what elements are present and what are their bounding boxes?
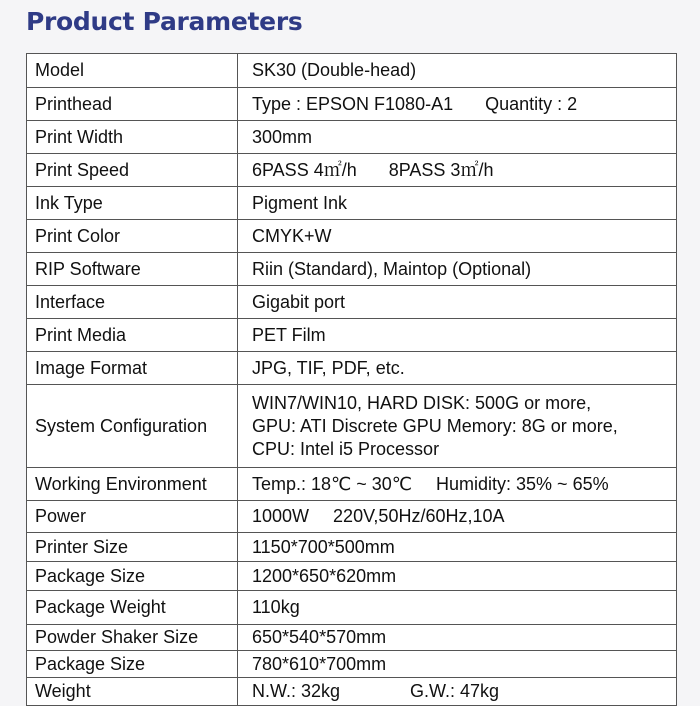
- table-row: [27, 501, 677, 533]
- value-segment: Humidity: 35% ~ 65%: [436, 473, 609, 494]
- table-row: [27, 88, 677, 121]
- param-value: [238, 286, 677, 319]
- param-label: Powder Shaker Size: [27, 625, 238, 651]
- param-label: Package Weight: [27, 591, 238, 625]
- table-row: [27, 533, 677, 562]
- product-parameters-table: [26, 53, 677, 706]
- param-label: Printer Size: [27, 533, 238, 562]
- table-row: [27, 385, 677, 468]
- param-label: Print Width: [27, 121, 238, 154]
- param-label: Package Size: [27, 562, 238, 591]
- value-segment: JPG, TIF, PDF, etc.: [252, 357, 405, 378]
- param-label: Print Media: [27, 319, 238, 352]
- value-segment: G.W.: 47kg: [410, 681, 500, 701]
- value-segment: N.W.: 32kg: [252, 681, 341, 701]
- table-row: [27, 154, 677, 187]
- value-segment: CMYK+W: [252, 225, 332, 246]
- value-segment: Quantity : 2: [485, 93, 578, 114]
- table-row: [27, 121, 677, 154]
- table-row: [27, 352, 677, 385]
- param-value: [238, 121, 677, 154]
- param-value: [238, 625, 677, 651]
- value-segment: Riin (Standard), Maintop (Optional): [252, 258, 532, 279]
- param-label: Interface: [27, 286, 238, 319]
- value-segment: 650*540*570mm: [252, 627, 387, 647]
- param-value: [238, 678, 677, 706]
- table-row: [27, 319, 677, 352]
- param-value: [238, 468, 677, 501]
- param-value: [238, 352, 677, 385]
- value-line: CPU: Intel i5 Processor: [252, 438, 440, 459]
- param-label: Working Environment: [27, 468, 238, 501]
- table-row: [27, 468, 677, 501]
- table-row: [27, 253, 677, 286]
- page-title: Product Parameters: [26, 7, 303, 36]
- param-value: [238, 253, 677, 286]
- param-value: [238, 220, 677, 253]
- value-segment: 1200*650*620mm: [252, 565, 397, 586]
- param-label: Print Speed: [27, 154, 238, 187]
- value-segment: 780*610*700mm: [252, 653, 387, 674]
- value-segment: 6PASS 4㎡/h: [252, 159, 357, 180]
- param-label: Image Format: [27, 352, 238, 385]
- value-segment: Gigabit port: [252, 291, 346, 312]
- param-label: RIP Software: [27, 253, 238, 286]
- param-label: System Configuration: [27, 385, 238, 468]
- param-value: [238, 54, 677, 88]
- table-row: [27, 591, 677, 625]
- value-segment: SK30 (Double-head): [252, 60, 417, 80]
- param-label: Ink Type: [27, 187, 238, 220]
- param-value: [238, 533, 677, 562]
- param-label: Power: [27, 501, 238, 533]
- table-row: [27, 187, 677, 220]
- param-label: Package Size: [27, 651, 238, 678]
- param-label: Model: [27, 54, 238, 88]
- param-value: [238, 651, 677, 678]
- value-segment: Temp.: 18℃ ~ 30℃: [252, 473, 413, 494]
- param-label: Printhead: [27, 88, 238, 121]
- param-value: [238, 591, 677, 625]
- value-segment: 110kg: [252, 597, 300, 617]
- value-segment: 1000W: [252, 506, 310, 526]
- table-row: [27, 625, 677, 651]
- table-row: [27, 286, 677, 319]
- param-value: [238, 187, 677, 220]
- param-label: Print Color: [27, 220, 238, 253]
- table-row: [27, 220, 677, 253]
- param-value: [238, 385, 677, 468]
- value-segment: 1150*700*500mm: [252, 536, 395, 557]
- value-line: GPU: ATI Discrete GPU Memory: 8G or more,: [252, 415, 618, 436]
- value-segment: 8PASS 3㎡/h: [388, 159, 494, 180]
- value-line: WIN7/WIN10, HARD DISK: 500G or more,: [252, 392, 592, 413]
- table-row: [27, 54, 677, 88]
- table-row: [27, 678, 677, 706]
- table-body: [27, 54, 677, 706]
- table-row: [27, 651, 677, 678]
- value-segment: Pigment Ink: [252, 192, 348, 213]
- param-label: Weight: [27, 678, 238, 706]
- value-segment: Type : EPSON F1080-A1: [252, 93, 454, 114]
- value-segment: 220V,50Hz/60Hz,10A: [333, 506, 505, 526]
- value-segment: PET Film: [252, 324, 326, 345]
- param-value: [238, 88, 677, 121]
- value-segment: 300mm: [252, 126, 313, 147]
- table-row: [27, 562, 677, 591]
- param-value: [238, 501, 677, 533]
- param-value: [238, 154, 677, 187]
- param-value: [238, 562, 677, 591]
- param-value: [238, 319, 677, 352]
